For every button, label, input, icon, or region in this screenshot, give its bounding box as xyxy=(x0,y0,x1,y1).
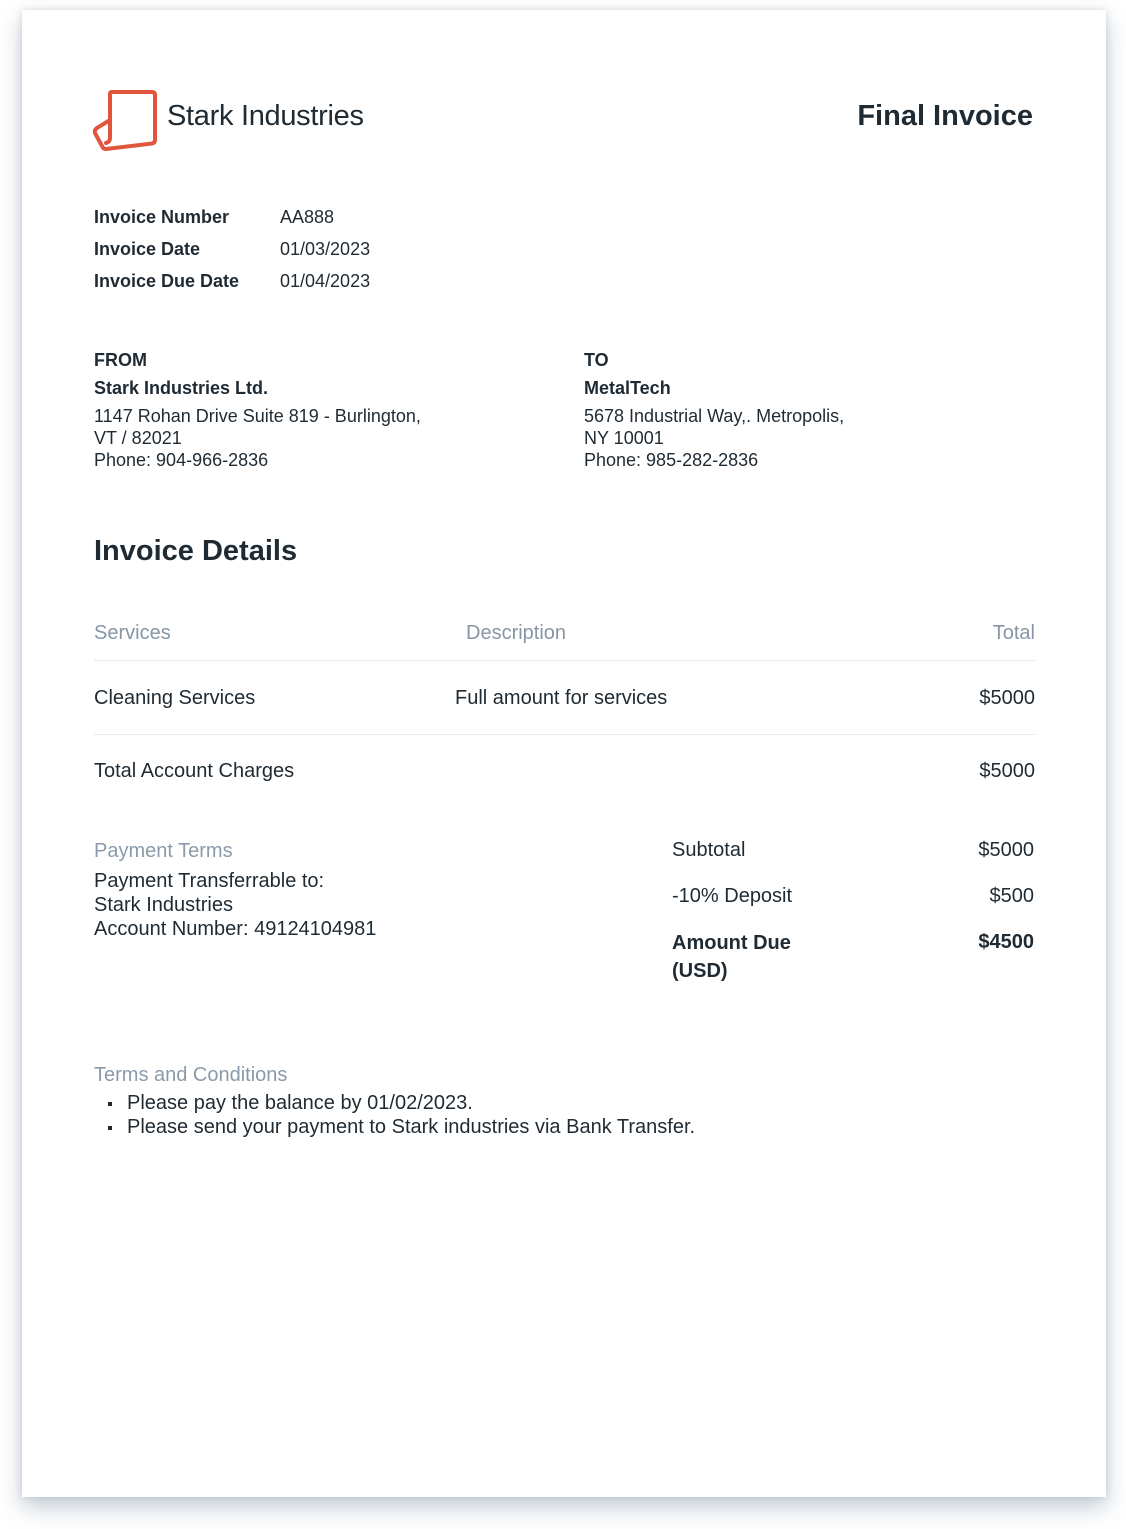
from-name: Stark Industries Ltd. xyxy=(94,378,269,398)
subtotal-row xyxy=(672,839,1034,885)
payment-terms-line3: Account Number: 49124104981 xyxy=(94,918,377,940)
deposit-label: -10% Deposit xyxy=(672,885,793,907)
total-charges-label: Total Account Charges xyxy=(94,760,295,782)
to-heading: TO xyxy=(584,350,609,370)
subtotal-value: $5000 xyxy=(978,839,1034,861)
column-header-total: Total xyxy=(992,622,1035,644)
column-header-description: Description xyxy=(466,622,567,644)
list-item: Please send your payment to Stark industries via Bank Transfer. xyxy=(127,1116,696,1138)
invoice-number-label: Invoice Number xyxy=(94,207,230,227)
table-row xyxy=(94,661,1035,735)
amount-summary xyxy=(672,839,1034,991)
invoice-date-value: 01/03/2023 xyxy=(280,239,371,259)
terms-heading: Terms and Conditions xyxy=(94,1064,288,1086)
payment-terms-heading: Payment Terms xyxy=(94,840,233,862)
terms-and-conditions xyxy=(94,1063,695,1139)
invoice-due-date-label: Invoice Due Date xyxy=(94,271,240,291)
invoice-due-date-value: 01/04/2023 xyxy=(280,271,371,291)
invoice-details-table xyxy=(94,610,1035,808)
terms-list xyxy=(94,1091,695,1139)
row-service: Cleaning Services xyxy=(94,687,256,709)
subtotal-label: Subtotal xyxy=(672,839,746,861)
invoice-number-value: AA888 xyxy=(280,207,335,227)
row-total: $5000 xyxy=(979,687,1035,709)
table-header xyxy=(94,610,1035,661)
column-header-services: Services xyxy=(94,622,171,644)
total-charges-row xyxy=(94,735,1035,808)
invoice-due-date-row xyxy=(94,269,370,301)
amount-due-row xyxy=(672,931,1034,991)
payment-terms-line2: Stark Industries xyxy=(94,894,233,916)
from-address-line1: 1147 Rohan Drive Suite 819 - Burlington, xyxy=(94,406,421,426)
deposit-value: $500 xyxy=(989,885,1034,907)
to-phone: Phone: 985-282-2836 xyxy=(584,450,759,470)
invoice-number-row xyxy=(94,205,370,237)
to-block xyxy=(584,349,844,471)
document-title: Final Invoice xyxy=(857,100,1033,132)
invoice-meta xyxy=(94,205,370,301)
to-address-line2: NY 10001 xyxy=(584,428,664,448)
from-heading: FROM xyxy=(94,350,147,370)
list-item: Please pay the balance by 01/02/2023. xyxy=(127,1091,695,1115)
deposit-row xyxy=(672,885,1034,931)
amount-due-value: $4500 xyxy=(978,931,1034,953)
invoice-details-title: Invoice Details xyxy=(94,535,298,567)
total-charges-value: $5000 xyxy=(979,760,1035,782)
to-address-line1: 5678 Industrial Way,. Metropolis, xyxy=(584,406,845,426)
row-description: Full amount for services xyxy=(455,687,668,709)
to-name: MetalTech xyxy=(584,378,671,398)
invoice-page xyxy=(22,10,1106,1497)
payment-terms-line1: Payment Transferrable to: xyxy=(94,870,325,892)
invoice-date-label: Invoice Date xyxy=(94,239,201,259)
from-phone: Phone: 904-966-2836 xyxy=(94,450,269,470)
invoice-date-row xyxy=(94,237,370,269)
amount-due-label: Amount Due (USD) xyxy=(672,932,791,982)
from-address-line2: VT / 82021 xyxy=(94,428,182,448)
company-name: Stark Industries xyxy=(167,100,364,132)
from-block xyxy=(94,349,421,471)
folded-page-logo-icon xyxy=(92,86,158,152)
payment-terms xyxy=(94,839,376,941)
